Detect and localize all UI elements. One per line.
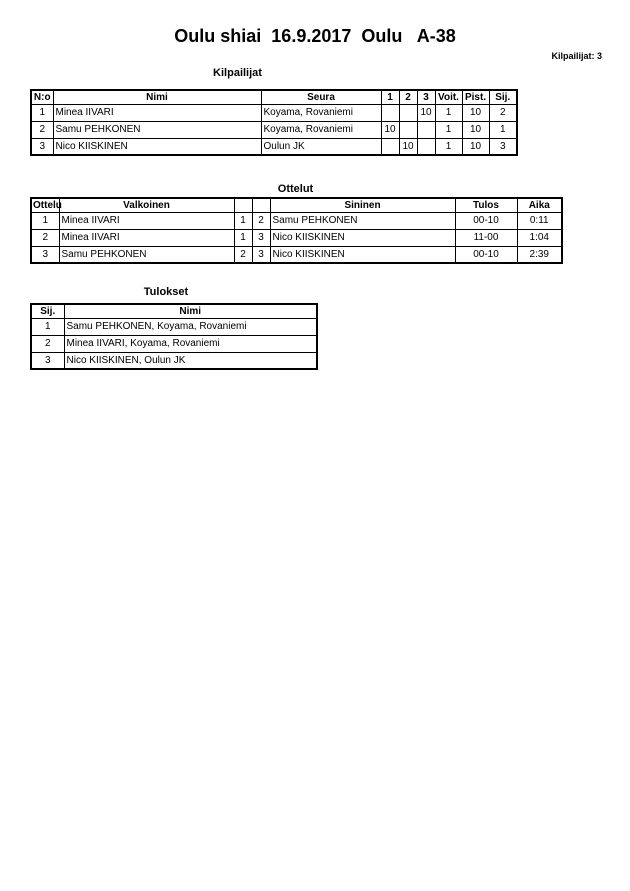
col-header-voit: Voit. bbox=[435, 90, 462, 104]
col-header-1: 1 bbox=[381, 90, 399, 104]
kilpailijat-table bbox=[30, 89, 518, 156]
col-header-aika: Aika bbox=[517, 198, 562, 212]
col-header-no: N:o bbox=[31, 90, 53, 104]
cell-sij: 1 bbox=[489, 121, 517, 138]
cell-seura: Koyama, Rovaniemi bbox=[261, 104, 381, 121]
cell-score-2: 10 bbox=[399, 138, 417, 155]
cell-voit: 1 bbox=[435, 104, 462, 121]
cell-aika: 0:11 bbox=[517, 212, 562, 229]
cell-no: 3 bbox=[31, 138, 53, 155]
col-header-2: 2 bbox=[399, 90, 417, 104]
cell-sij: 3 bbox=[31, 352, 64, 369]
tulokset-heading: Tulokset bbox=[143, 286, 189, 298]
cell-sininen: Nico KIISKINEN bbox=[270, 229, 455, 246]
cell-sij: 2 bbox=[489, 104, 517, 121]
kilpailijat-heading: Kilpailijat bbox=[213, 67, 262, 79]
ottelut-table bbox=[30, 197, 563, 264]
table-row bbox=[31, 104, 517, 121]
col-header-valkoinen: Valkoinen bbox=[59, 198, 234, 212]
col-header-nimi: Nimi bbox=[64, 304, 317, 318]
table-row bbox=[31, 318, 317, 335]
kilpailijat-header-row bbox=[31, 90, 517, 104]
cell-nimi: Minea IIVARI, Koyama, Rovaniemi bbox=[64, 335, 317, 352]
cell-blue-no: 2 bbox=[252, 212, 270, 229]
cell-score-3 bbox=[417, 138, 435, 155]
ottelut-header-row bbox=[31, 198, 562, 212]
page-title: Oulu shiai 16.9.2017 Oulu A-38 bbox=[174, 26, 456, 46]
cell-nimi: Samu PEHKONEN, Koyama, Rovaniemi bbox=[64, 318, 317, 335]
col-header-nimi: Nimi bbox=[53, 90, 261, 104]
cell-tulos: 00-10 bbox=[455, 212, 517, 229]
cell-valkoinen: Minea IIVARI bbox=[59, 212, 234, 229]
col-header-sij: Sij. bbox=[31, 304, 64, 318]
cell-seura: Oulun JK bbox=[261, 138, 381, 155]
cell-blue-no: 3 bbox=[252, 229, 270, 246]
cell-white-no: 2 bbox=[234, 246, 252, 263]
col-header-tulos: Tulos bbox=[455, 198, 517, 212]
cell-sij: 2 bbox=[31, 335, 64, 352]
table-row bbox=[31, 229, 562, 246]
cell-voit: 1 bbox=[435, 121, 462, 138]
cell-nimi: Minea IIVARI bbox=[53, 104, 261, 121]
cell-valkoinen: Minea IIVARI bbox=[59, 229, 234, 246]
table-row bbox=[31, 246, 562, 263]
cell-score-3: 10 bbox=[417, 104, 435, 121]
col-header-seura: Seura bbox=[261, 90, 381, 104]
cell-sininen: Nico KIISKINEN bbox=[270, 246, 455, 263]
cell-pist: 10 bbox=[462, 121, 489, 138]
col-header-3: 3 bbox=[417, 90, 435, 104]
cell-tulos: 11-00 bbox=[455, 229, 517, 246]
cell-voit: 1 bbox=[435, 138, 462, 155]
cell-nimi: Samu PEHKONEN bbox=[53, 121, 261, 138]
col-header-sij: Sij. bbox=[489, 90, 517, 104]
col-header-sininen: Sininen bbox=[270, 198, 455, 212]
cell-valkoinen: Samu PEHKONEN bbox=[59, 246, 234, 263]
cell-pist: 10 bbox=[462, 138, 489, 155]
cell-aika: 1:04 bbox=[517, 229, 562, 246]
cell-aika: 2:39 bbox=[517, 246, 562, 263]
table-row bbox=[31, 212, 562, 229]
cell-score-3 bbox=[417, 121, 435, 138]
table-row bbox=[31, 121, 517, 138]
cell-no: 2 bbox=[31, 121, 53, 138]
cell-sininen: Samu PEHKONEN bbox=[270, 212, 455, 229]
cell-pist: 10 bbox=[462, 104, 489, 121]
cell-score-1 bbox=[381, 104, 399, 121]
table-row bbox=[31, 138, 517, 155]
tulokset-table bbox=[30, 303, 318, 370]
cell-tulos: 00-10 bbox=[455, 246, 517, 263]
cell-nimi: Nico KIISKINEN, Oulun JK bbox=[64, 352, 317, 369]
tulokset-header-row bbox=[31, 304, 317, 318]
col-header-blue-no bbox=[252, 198, 270, 212]
table-row bbox=[31, 352, 317, 369]
ottelut-heading: Ottelut bbox=[277, 183, 314, 195]
cell-score-1 bbox=[381, 138, 399, 155]
cell-sij: 3 bbox=[489, 138, 517, 155]
cell-ottelu-no: 2 bbox=[31, 229, 59, 246]
competitors-count-label: Kilpailijat: 3 bbox=[551, 51, 602, 61]
cell-ottelu-no: 3 bbox=[31, 246, 59, 263]
cell-nimi: Nico KIISKINEN bbox=[53, 138, 261, 155]
col-header-pist: Pist. bbox=[462, 90, 489, 104]
table-row bbox=[31, 335, 317, 352]
cell-score-2 bbox=[399, 104, 417, 121]
cell-score-2 bbox=[399, 121, 417, 138]
col-header-white-no bbox=[234, 198, 252, 212]
col-header-ottelu: Ottelu bbox=[33, 199, 62, 211]
cell-blue-no: 3 bbox=[252, 246, 270, 263]
cell-ottelu-no: 1 bbox=[31, 212, 59, 229]
cell-no: 1 bbox=[31, 104, 53, 121]
cell-score-1: 10 bbox=[381, 121, 399, 138]
cell-white-no: 1 bbox=[234, 229, 252, 246]
cell-sij: 1 bbox=[31, 318, 64, 335]
cell-white-no: 1 bbox=[234, 212, 252, 229]
cell-seura: Koyama, Rovaniemi bbox=[261, 121, 381, 138]
